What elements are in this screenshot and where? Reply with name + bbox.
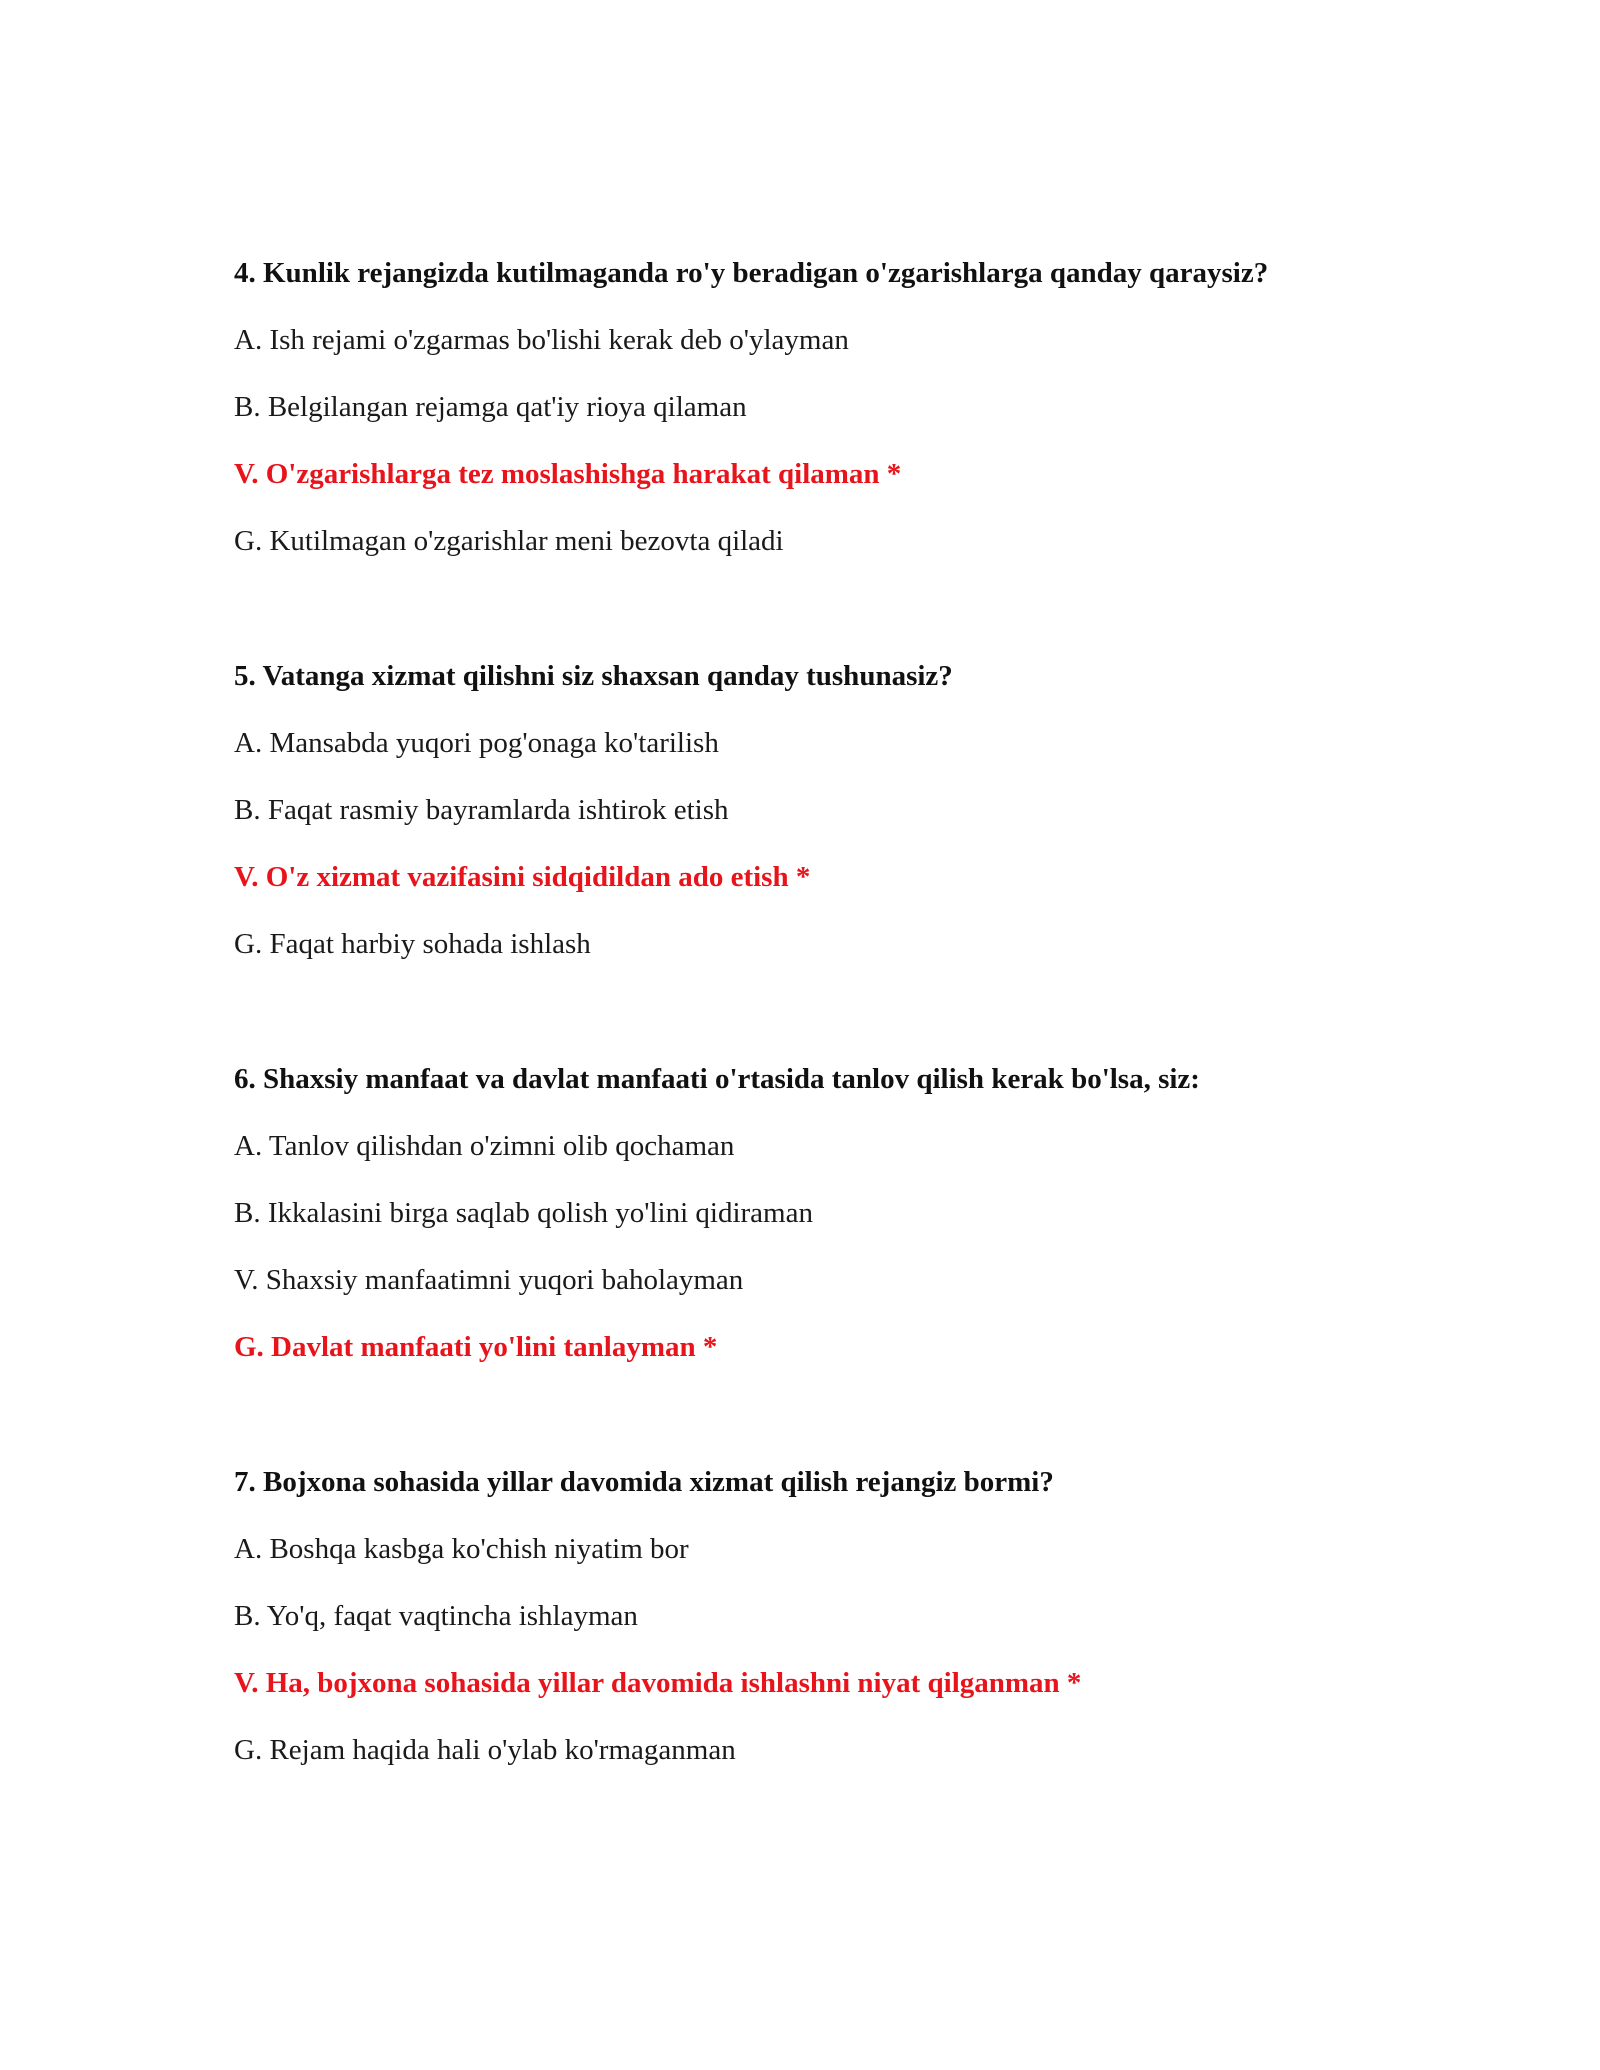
option-v-correct: V. O'z xizmat vazifasini sidqidildan ado etish * [234,861,811,893]
option-g: G. Kutilmagan o'zgarishlar meni bezovta qiladi [234,525,784,557]
option-g: G. Faqat harbiy sohada ishlash [234,928,591,960]
question-title: 4. Kunlik rejangizda kutilmaganda ro'y beradigan o'zgarishlarga qanday qaraysiz? [234,257,1269,289]
option-b: B. Belgilangan rejamga qat'iy rioya qilaman [234,391,747,423]
question-title: 7. Bojxona sohasida yillar davomida xizmat qilish rejangiz bormi? [234,1466,1054,1498]
option-g-correct: G. Davlat manfaati yo'lini tanlayman * [234,1331,718,1363]
option-a: A. Mansabda yuqori pog'onaga ko'tarilish [234,727,719,759]
question-title: 6. Shaxsiy manfaat va davlat manfaati o'rtasida tanlov qilish kerak bo'lsa, siz: [234,1063,1200,1095]
option-b: B. Yo'q, faqat vaqtincha ishlayman [234,1600,638,1632]
option-v: V. Shaxsiy manfaatimni yuqori baholayman [234,1264,744,1296]
option-b: B. Ikkalasini birga saqlab qolish yo'lini qidiraman [234,1197,813,1229]
question-4 [234,253,1434,588]
question-7 [234,1462,1434,1797]
option-v-correct: V. O'zgarishlarga tez moslashishga harakat qilaman * [234,458,902,490]
option-v-correct: V. Ha, bojxona sohasida yillar davomida ishlashni niyat qilganman * [234,1667,1082,1699]
option-a: A. Boshqa kasbga ko'chish niyatim bor [234,1533,689,1565]
option-a: A. Tanlov qilishdan o'zimni olib qochaman [234,1130,735,1162]
option-g: G. Rejam haqida hali o'ylab ko'rmaganman [234,1734,736,1766]
option-a: A. Ish rejami o'zgarmas bo'lishi kerak deb o'ylayman [234,324,849,356]
question-title: 5. Vatanga xizmat qilishni siz shaxsan qanday tushunasiz? [234,660,953,692]
question-5 [234,656,1434,991]
option-b: B. Faqat rasmiy bayramlarda ishtirok etish [234,794,729,826]
question-6 [234,1059,1434,1394]
